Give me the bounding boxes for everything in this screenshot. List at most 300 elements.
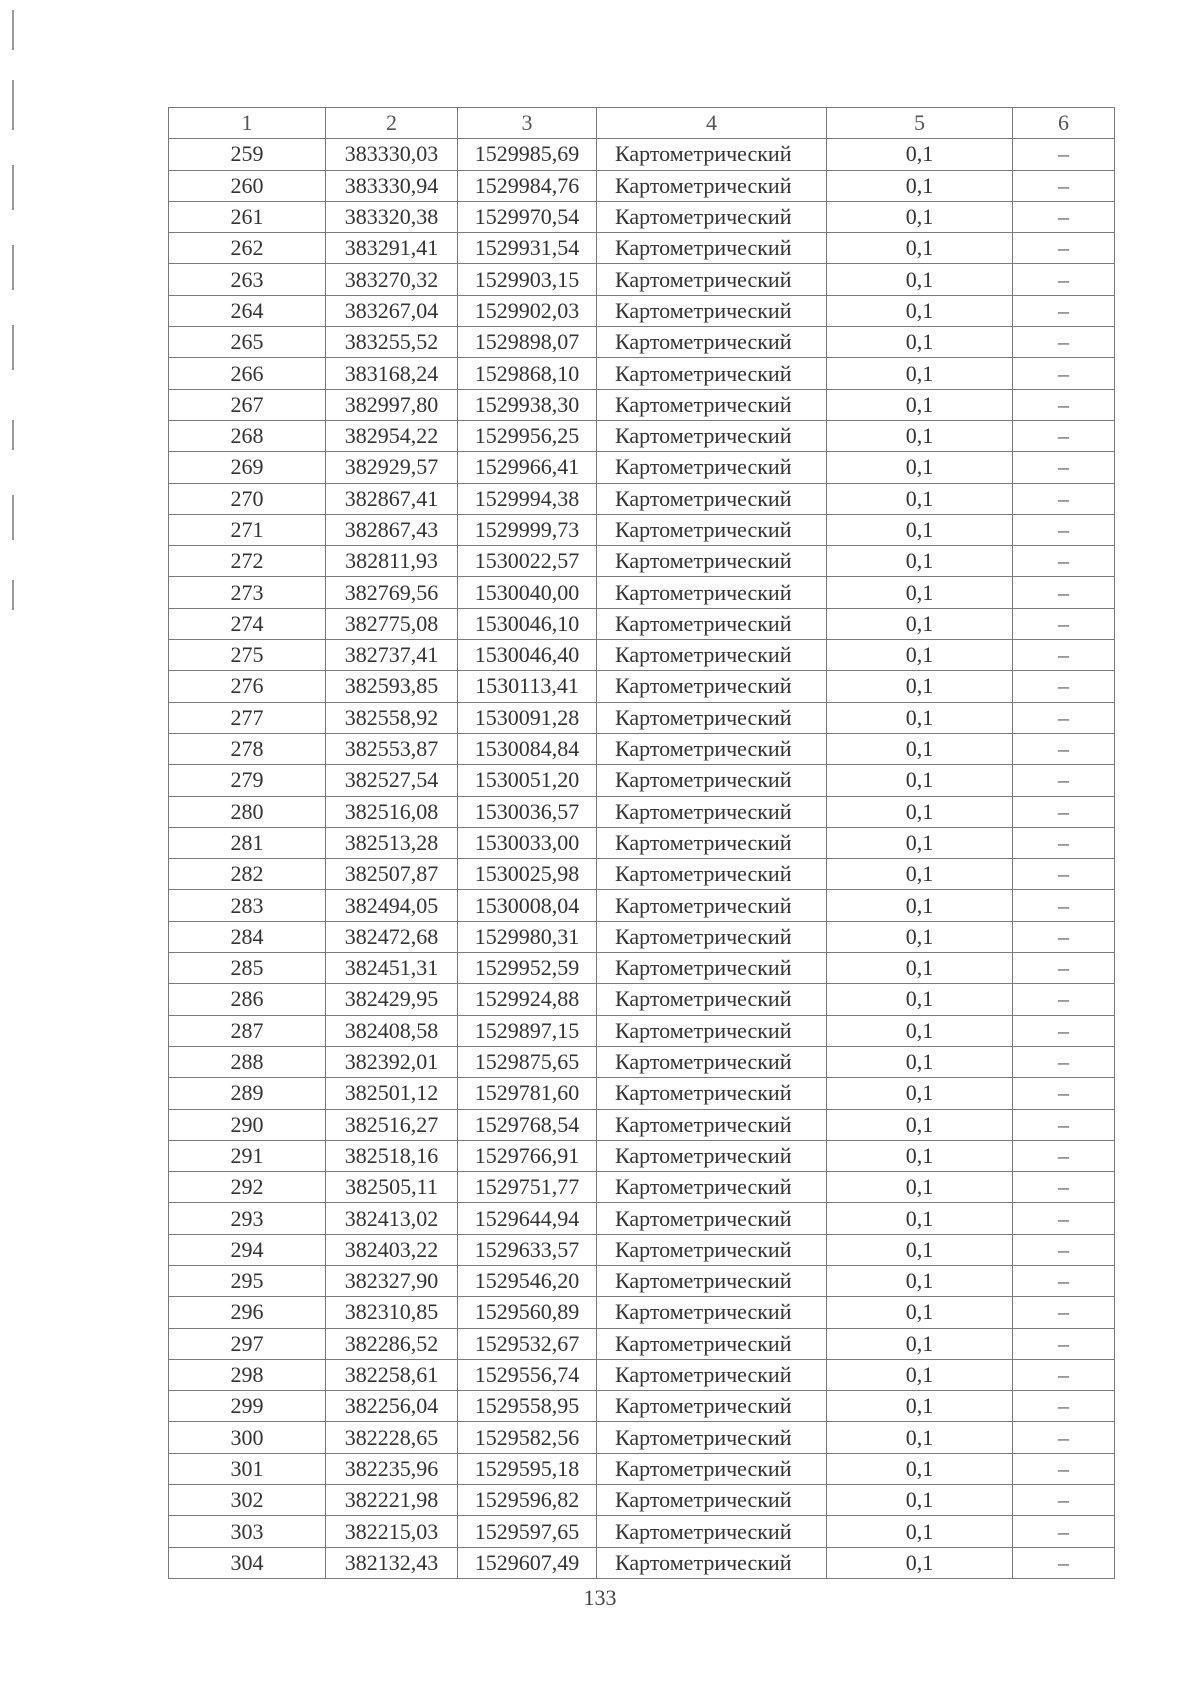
table-row bbox=[169, 577, 1115, 608]
y-coordinate-cell: 1529897,15 bbox=[458, 1015, 597, 1046]
x-coordinate-cell: 382867,41 bbox=[326, 483, 458, 514]
method-cell: Картометрический bbox=[597, 1516, 827, 1547]
point-number-cell: 295 bbox=[169, 1265, 326, 1296]
method-cell: Картометрический bbox=[597, 984, 827, 1015]
note-cell: – bbox=[1013, 1203, 1115, 1234]
point-number-cell: 272 bbox=[169, 546, 326, 577]
accuracy-cell: 0,1 bbox=[827, 546, 1013, 577]
x-coordinate-cell: 382132,43 bbox=[326, 1547, 458, 1578]
accuracy-cell: 0,1 bbox=[827, 953, 1013, 984]
accuracy-cell: 0,1 bbox=[827, 1453, 1013, 1484]
x-coordinate-cell: 383330,03 bbox=[326, 139, 458, 170]
table-row bbox=[169, 389, 1115, 420]
note-cell: – bbox=[1013, 1516, 1115, 1547]
table-row bbox=[169, 358, 1115, 389]
accuracy-cell: 0,1 bbox=[827, 1140, 1013, 1171]
point-number-cell: 276 bbox=[169, 671, 326, 702]
note-cell: – bbox=[1013, 984, 1115, 1015]
x-coordinate-cell: 382775,08 bbox=[326, 608, 458, 639]
point-number-cell: 288 bbox=[169, 1046, 326, 1077]
method-cell: Картометрический bbox=[597, 514, 827, 545]
x-coordinate-cell: 382518,16 bbox=[326, 1140, 458, 1171]
point-number-cell: 260 bbox=[169, 170, 326, 201]
accuracy-cell: 0,1 bbox=[827, 984, 1013, 1015]
method-cell: Картометрический bbox=[597, 233, 827, 264]
scan-artifact bbox=[12, 325, 14, 370]
table-row bbox=[169, 640, 1115, 671]
y-coordinate-cell: 1529546,20 bbox=[458, 1265, 597, 1296]
accuracy-cell: 0,1 bbox=[827, 1328, 1013, 1359]
method-cell: Картометрический bbox=[597, 890, 827, 921]
x-coordinate-cell: 383168,24 bbox=[326, 358, 458, 389]
note-cell: – bbox=[1013, 452, 1115, 483]
point-number-cell: 283 bbox=[169, 890, 326, 921]
note-cell: – bbox=[1013, 702, 1115, 733]
note-cell: – bbox=[1013, 859, 1115, 890]
table-row bbox=[169, 327, 1115, 358]
y-coordinate-cell: 1529868,10 bbox=[458, 358, 597, 389]
x-coordinate-cell: 382501,12 bbox=[326, 1078, 458, 1109]
table-row bbox=[169, 1547, 1115, 1578]
y-coordinate-cell: 1530008,04 bbox=[458, 890, 597, 921]
method-cell: Картометрический bbox=[597, 358, 827, 389]
note-cell: – bbox=[1013, 671, 1115, 702]
method-cell: Картометрический bbox=[597, 577, 827, 608]
note-cell: – bbox=[1013, 577, 1115, 608]
y-coordinate-cell: 1529596,82 bbox=[458, 1485, 597, 1516]
table-row bbox=[169, 1109, 1115, 1140]
table-row bbox=[169, 921, 1115, 952]
accuracy-cell: 0,1 bbox=[827, 233, 1013, 264]
point-number-cell: 291 bbox=[169, 1140, 326, 1171]
table-row bbox=[169, 1297, 1115, 1328]
y-coordinate-cell: 1529532,67 bbox=[458, 1328, 597, 1359]
point-number-cell: 268 bbox=[169, 420, 326, 451]
column-header-2: 2 bbox=[326, 108, 458, 139]
point-number-cell: 263 bbox=[169, 264, 326, 295]
x-coordinate-cell: 382513,28 bbox=[326, 827, 458, 858]
y-coordinate-cell: 1529902,03 bbox=[458, 295, 597, 326]
accuracy-cell: 0,1 bbox=[827, 1109, 1013, 1140]
method-cell: Картометрический bbox=[597, 1485, 827, 1516]
method-cell: Картометрический bbox=[597, 1453, 827, 1484]
point-number-cell: 296 bbox=[169, 1297, 326, 1328]
y-coordinate-cell: 1530091,28 bbox=[458, 702, 597, 733]
note-cell: – bbox=[1013, 295, 1115, 326]
note-cell: – bbox=[1013, 483, 1115, 514]
note-cell: – bbox=[1013, 1015, 1115, 1046]
table-row bbox=[169, 1015, 1115, 1046]
table-row bbox=[169, 295, 1115, 326]
note-cell: – bbox=[1013, 420, 1115, 451]
column-header-6: 6 bbox=[1013, 108, 1115, 139]
method-cell: Картометрический bbox=[597, 733, 827, 764]
note-cell: – bbox=[1013, 608, 1115, 639]
accuracy-cell: 0,1 bbox=[827, 358, 1013, 389]
note-cell: – bbox=[1013, 139, 1115, 170]
point-number-cell: 286 bbox=[169, 984, 326, 1015]
method-cell: Картометрический bbox=[597, 1422, 827, 1453]
point-number-cell: 302 bbox=[169, 1485, 326, 1516]
scan-artifact bbox=[12, 80, 14, 130]
table-row bbox=[169, 796, 1115, 827]
point-number-cell: 279 bbox=[169, 765, 326, 796]
x-coordinate-cell: 382867,43 bbox=[326, 514, 458, 545]
table-row bbox=[169, 170, 1115, 201]
x-coordinate-cell: 382954,22 bbox=[326, 420, 458, 451]
y-coordinate-cell: 1529994,38 bbox=[458, 483, 597, 514]
method-cell: Картометрический bbox=[597, 1203, 827, 1234]
table-row bbox=[169, 1140, 1115, 1171]
scan-artifact bbox=[12, 245, 14, 290]
table-row bbox=[169, 671, 1115, 702]
table-row bbox=[169, 1485, 1115, 1516]
x-coordinate-cell: 382737,41 bbox=[326, 640, 458, 671]
point-number-cell: 271 bbox=[169, 514, 326, 545]
table-row bbox=[169, 1422, 1115, 1453]
y-coordinate-cell: 1529952,59 bbox=[458, 953, 597, 984]
point-number-cell: 261 bbox=[169, 201, 326, 232]
table-row bbox=[169, 702, 1115, 733]
accuracy-cell: 0,1 bbox=[827, 170, 1013, 201]
table-header-row bbox=[169, 108, 1115, 139]
method-cell: Картометрический bbox=[597, 953, 827, 984]
note-cell: – bbox=[1013, 389, 1115, 420]
method-cell: Картометрический bbox=[597, 1109, 827, 1140]
accuracy-cell: 0,1 bbox=[827, 1203, 1013, 1234]
method-cell: Картометрический bbox=[597, 1078, 827, 1109]
y-coordinate-cell: 1529924,88 bbox=[458, 984, 597, 1015]
y-coordinate-cell: 1529558,95 bbox=[458, 1391, 597, 1422]
accuracy-cell: 0,1 bbox=[827, 1485, 1013, 1516]
point-number-cell: 266 bbox=[169, 358, 326, 389]
scan-artifact bbox=[12, 495, 14, 540]
table-row bbox=[169, 452, 1115, 483]
method-cell: Картометрический bbox=[597, 264, 827, 295]
note-cell: – bbox=[1013, 733, 1115, 764]
y-coordinate-cell: 1530113,41 bbox=[458, 671, 597, 702]
x-coordinate-cell: 382215,03 bbox=[326, 1516, 458, 1547]
y-coordinate-cell: 1529938,30 bbox=[458, 389, 597, 420]
note-cell: – bbox=[1013, 1485, 1115, 1516]
accuracy-cell: 0,1 bbox=[827, 890, 1013, 921]
accuracy-cell: 0,1 bbox=[827, 1078, 1013, 1109]
note-cell: – bbox=[1013, 1140, 1115, 1171]
y-coordinate-cell: 1530051,20 bbox=[458, 765, 597, 796]
accuracy-cell: 0,1 bbox=[827, 1172, 1013, 1203]
accuracy-cell: 0,1 bbox=[827, 1359, 1013, 1390]
note-cell: – bbox=[1013, 514, 1115, 545]
y-coordinate-cell: 1529999,73 bbox=[458, 514, 597, 545]
accuracy-cell: 0,1 bbox=[827, 827, 1013, 858]
table-row bbox=[169, 1328, 1115, 1359]
point-number-cell: 270 bbox=[169, 483, 326, 514]
accuracy-cell: 0,1 bbox=[827, 921, 1013, 952]
y-coordinate-cell: 1530022,57 bbox=[458, 546, 597, 577]
y-coordinate-cell: 1529751,77 bbox=[458, 1172, 597, 1203]
note-cell: – bbox=[1013, 1109, 1115, 1140]
y-coordinate-cell: 1530046,10 bbox=[458, 608, 597, 639]
method-cell: Картометрический bbox=[597, 1547, 827, 1578]
y-coordinate-cell: 1530040,00 bbox=[458, 577, 597, 608]
x-coordinate-cell: 382516,27 bbox=[326, 1109, 458, 1140]
column-header-5: 5 bbox=[827, 108, 1013, 139]
point-number-cell: 287 bbox=[169, 1015, 326, 1046]
x-coordinate-cell: 382429,95 bbox=[326, 984, 458, 1015]
x-coordinate-cell: 382558,92 bbox=[326, 702, 458, 733]
method-cell: Картометрический bbox=[597, 640, 827, 671]
method-cell: Картометрический bbox=[597, 295, 827, 326]
table-row bbox=[169, 201, 1115, 232]
table-row bbox=[169, 1391, 1115, 1422]
y-coordinate-cell: 1529984,76 bbox=[458, 170, 597, 201]
method-cell: Картометрический bbox=[597, 1265, 827, 1296]
x-coordinate-cell: 382392,01 bbox=[326, 1046, 458, 1077]
accuracy-cell: 0,1 bbox=[827, 671, 1013, 702]
method-cell: Картометрический bbox=[597, 201, 827, 232]
note-cell: – bbox=[1013, 170, 1115, 201]
point-number-cell: 278 bbox=[169, 733, 326, 764]
method-cell: Картометрический bbox=[597, 1140, 827, 1171]
table-row bbox=[169, 1172, 1115, 1203]
accuracy-cell: 0,1 bbox=[827, 733, 1013, 764]
point-number-cell: 293 bbox=[169, 1203, 326, 1234]
x-coordinate-cell: 382258,61 bbox=[326, 1359, 458, 1390]
x-coordinate-cell: 382505,11 bbox=[326, 1172, 458, 1203]
point-number-cell: 304 bbox=[169, 1547, 326, 1578]
accuracy-cell: 0,1 bbox=[827, 201, 1013, 232]
note-cell: – bbox=[1013, 546, 1115, 577]
table-row bbox=[169, 859, 1115, 890]
x-coordinate-cell: 383267,04 bbox=[326, 295, 458, 326]
table-row bbox=[169, 1203, 1115, 1234]
y-coordinate-cell: 1529875,65 bbox=[458, 1046, 597, 1077]
table-row bbox=[169, 420, 1115, 451]
table-body bbox=[169, 139, 1115, 1579]
method-cell: Картометрический bbox=[597, 765, 827, 796]
note-cell: – bbox=[1013, 264, 1115, 295]
note-cell: – bbox=[1013, 358, 1115, 389]
method-cell: Картометрический bbox=[597, 389, 827, 420]
point-number-cell: 280 bbox=[169, 796, 326, 827]
y-coordinate-cell: 1529556,74 bbox=[458, 1359, 597, 1390]
method-cell: Картометрический bbox=[597, 671, 827, 702]
point-number-cell: 264 bbox=[169, 295, 326, 326]
y-coordinate-cell: 1529644,94 bbox=[458, 1203, 597, 1234]
method-cell: Картометрический bbox=[597, 1046, 827, 1077]
y-coordinate-cell: 1529781,60 bbox=[458, 1078, 597, 1109]
x-coordinate-cell: 382527,54 bbox=[326, 765, 458, 796]
coordinates-table bbox=[168, 107, 1115, 1579]
x-coordinate-cell: 383320,38 bbox=[326, 201, 458, 232]
note-cell: – bbox=[1013, 953, 1115, 984]
y-coordinate-cell: 1529768,54 bbox=[458, 1109, 597, 1140]
note-cell: – bbox=[1013, 921, 1115, 952]
x-coordinate-cell: 382256,04 bbox=[326, 1391, 458, 1422]
accuracy-cell: 0,1 bbox=[827, 295, 1013, 326]
x-coordinate-cell: 382997,80 bbox=[326, 389, 458, 420]
accuracy-cell: 0,1 bbox=[827, 702, 1013, 733]
table-row bbox=[169, 1453, 1115, 1484]
y-coordinate-cell: 1530046,40 bbox=[458, 640, 597, 671]
note-cell: – bbox=[1013, 1547, 1115, 1578]
accuracy-cell: 0,1 bbox=[827, 1297, 1013, 1328]
y-coordinate-cell: 1530025,98 bbox=[458, 859, 597, 890]
table-row bbox=[169, 1046, 1115, 1077]
note-cell: – bbox=[1013, 233, 1115, 264]
point-number-cell: 289 bbox=[169, 1078, 326, 1109]
method-cell: Картометрический bbox=[597, 170, 827, 201]
point-number-cell: 274 bbox=[169, 608, 326, 639]
x-coordinate-cell: 382310,85 bbox=[326, 1297, 458, 1328]
method-cell: Картометрический bbox=[597, 546, 827, 577]
point-number-cell: 259 bbox=[169, 139, 326, 170]
point-number-cell: 269 bbox=[169, 452, 326, 483]
table-row bbox=[169, 608, 1115, 639]
scan-artifact bbox=[12, 10, 14, 50]
x-coordinate-cell: 383330,94 bbox=[326, 170, 458, 201]
method-cell: Картометрический bbox=[597, 327, 827, 358]
table-row bbox=[169, 953, 1115, 984]
x-coordinate-cell: 382553,87 bbox=[326, 733, 458, 764]
point-number-cell: 273 bbox=[169, 577, 326, 608]
point-number-cell: 301 bbox=[169, 1453, 326, 1484]
point-number-cell: 292 bbox=[169, 1172, 326, 1203]
x-coordinate-cell: 382593,85 bbox=[326, 671, 458, 702]
scan-artifact bbox=[12, 420, 14, 450]
accuracy-cell: 0,1 bbox=[827, 483, 1013, 514]
method-cell: Картометрический bbox=[597, 1234, 827, 1265]
accuracy-cell: 0,1 bbox=[827, 452, 1013, 483]
y-coordinate-cell: 1529966,41 bbox=[458, 452, 597, 483]
method-cell: Картометрический bbox=[597, 796, 827, 827]
column-header-1: 1 bbox=[169, 108, 326, 139]
point-number-cell: 262 bbox=[169, 233, 326, 264]
x-coordinate-cell: 382286,52 bbox=[326, 1328, 458, 1359]
scan-artifact bbox=[12, 580, 14, 610]
table-row bbox=[169, 546, 1115, 577]
note-cell: – bbox=[1013, 640, 1115, 671]
note-cell: – bbox=[1013, 1265, 1115, 1296]
method-cell: Картометрический bbox=[597, 702, 827, 733]
method-cell: Картометрический bbox=[597, 827, 827, 858]
column-header-4: 4 bbox=[597, 108, 827, 139]
note-cell: – bbox=[1013, 1359, 1115, 1390]
table-row bbox=[169, 264, 1115, 295]
point-number-cell: 285 bbox=[169, 953, 326, 984]
method-cell: Картометрический bbox=[597, 1015, 827, 1046]
accuracy-cell: 0,1 bbox=[827, 1547, 1013, 1578]
point-number-cell: 277 bbox=[169, 702, 326, 733]
table-row bbox=[169, 483, 1115, 514]
accuracy-cell: 0,1 bbox=[827, 859, 1013, 890]
accuracy-cell: 0,1 bbox=[827, 420, 1013, 451]
point-number-cell: 265 bbox=[169, 327, 326, 358]
point-number-cell: 303 bbox=[169, 1516, 326, 1547]
note-cell: – bbox=[1013, 1172, 1115, 1203]
point-number-cell: 281 bbox=[169, 827, 326, 858]
point-number-cell: 297 bbox=[169, 1328, 326, 1359]
accuracy-cell: 0,1 bbox=[827, 1265, 1013, 1296]
table-row bbox=[169, 890, 1115, 921]
method-cell: Картометрический bbox=[597, 1391, 827, 1422]
y-coordinate-cell: 1529985,69 bbox=[458, 139, 597, 170]
point-number-cell: 298 bbox=[169, 1359, 326, 1390]
note-cell: – bbox=[1013, 765, 1115, 796]
method-cell: Картометрический bbox=[597, 859, 827, 890]
y-coordinate-cell: 1529597,65 bbox=[458, 1516, 597, 1547]
table-row bbox=[169, 1078, 1115, 1109]
x-coordinate-cell: 382228,65 bbox=[326, 1422, 458, 1453]
accuracy-cell: 0,1 bbox=[827, 1046, 1013, 1077]
table-row bbox=[169, 1516, 1115, 1547]
y-coordinate-cell: 1529980,31 bbox=[458, 921, 597, 952]
x-coordinate-cell: 382811,93 bbox=[326, 546, 458, 577]
y-coordinate-cell: 1530036,57 bbox=[458, 796, 597, 827]
method-cell: Картометрический bbox=[597, 452, 827, 483]
accuracy-cell: 0,1 bbox=[827, 796, 1013, 827]
point-number-cell: 290 bbox=[169, 1109, 326, 1140]
y-coordinate-cell: 1529898,07 bbox=[458, 327, 597, 358]
y-coordinate-cell: 1529931,54 bbox=[458, 233, 597, 264]
y-coordinate-cell: 1529582,56 bbox=[458, 1422, 597, 1453]
x-coordinate-cell: 382413,02 bbox=[326, 1203, 458, 1234]
y-coordinate-cell: 1529595,18 bbox=[458, 1453, 597, 1484]
point-number-cell: 299 bbox=[169, 1391, 326, 1422]
method-cell: Картометрический bbox=[597, 1172, 827, 1203]
note-cell: – bbox=[1013, 1297, 1115, 1328]
method-cell: Картометрический bbox=[597, 420, 827, 451]
y-coordinate-cell: 1529766,91 bbox=[458, 1140, 597, 1171]
accuracy-cell: 0,1 bbox=[827, 514, 1013, 545]
scan-artifact bbox=[12, 165, 14, 210]
note-cell: – bbox=[1013, 827, 1115, 858]
y-coordinate-cell: 1529560,89 bbox=[458, 1297, 597, 1328]
accuracy-cell: 0,1 bbox=[827, 577, 1013, 608]
method-cell: Картометрический bbox=[597, 1359, 827, 1390]
x-coordinate-cell: 382507,87 bbox=[326, 859, 458, 890]
x-coordinate-cell: 382929,57 bbox=[326, 452, 458, 483]
accuracy-cell: 0,1 bbox=[827, 640, 1013, 671]
point-number-cell: 294 bbox=[169, 1234, 326, 1265]
x-coordinate-cell: 382408,58 bbox=[326, 1015, 458, 1046]
point-number-cell: 282 bbox=[169, 859, 326, 890]
y-coordinate-cell: 1529607,49 bbox=[458, 1547, 597, 1578]
note-cell: – bbox=[1013, 1046, 1115, 1077]
accuracy-cell: 0,1 bbox=[827, 1015, 1013, 1046]
x-coordinate-cell: 382403,22 bbox=[326, 1234, 458, 1265]
method-cell: Картометрический bbox=[597, 608, 827, 639]
point-number-cell: 284 bbox=[169, 921, 326, 952]
note-cell: – bbox=[1013, 890, 1115, 921]
table-row bbox=[169, 233, 1115, 264]
method-cell: Картометрический bbox=[597, 483, 827, 514]
x-coordinate-cell: 382472,68 bbox=[326, 921, 458, 952]
table-row bbox=[169, 765, 1115, 796]
y-coordinate-cell: 1530033,00 bbox=[458, 827, 597, 858]
accuracy-cell: 0,1 bbox=[827, 1516, 1013, 1547]
table-row bbox=[169, 1359, 1115, 1390]
x-coordinate-cell: 383291,41 bbox=[326, 233, 458, 264]
accuracy-cell: 0,1 bbox=[827, 1234, 1013, 1265]
table-row bbox=[169, 984, 1115, 1015]
note-cell: – bbox=[1013, 1234, 1115, 1265]
table-row bbox=[169, 733, 1115, 764]
note-cell: – bbox=[1013, 1422, 1115, 1453]
note-cell: – bbox=[1013, 796, 1115, 827]
y-coordinate-cell: 1529903,15 bbox=[458, 264, 597, 295]
accuracy-cell: 0,1 bbox=[827, 608, 1013, 639]
